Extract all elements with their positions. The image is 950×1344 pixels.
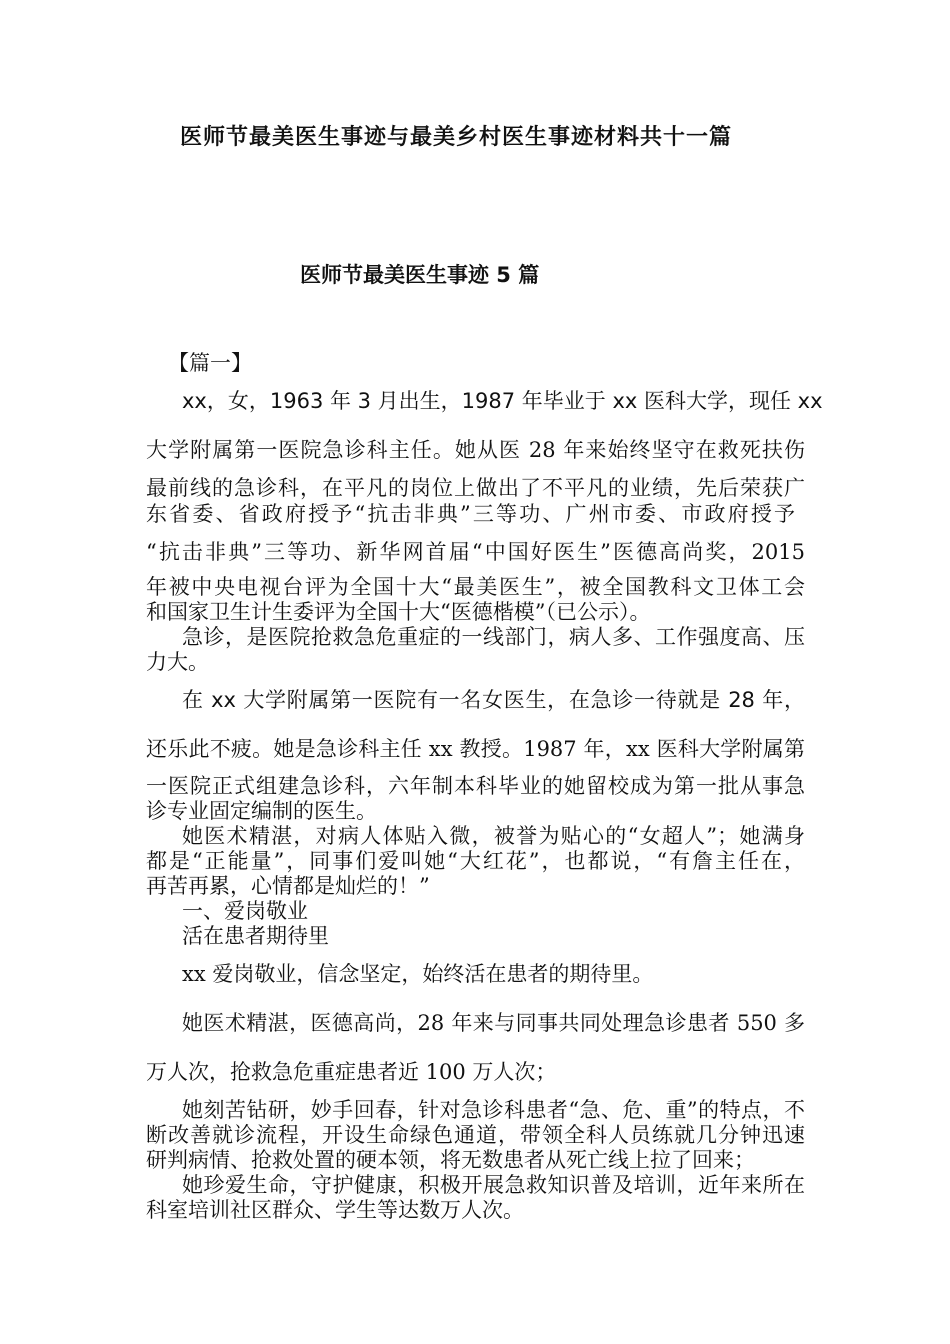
body-line: xx，女，1963 年 3 月出生，1987 年毕业于 xx 医科大学，现任 xx — [182, 389, 823, 413]
body-line: 东省委、省政府授予“抗击非典”三等功、广州市委、市政府授予 — [146, 502, 795, 526]
body-line: 还乐此不疲。她是急诊科主任 xx 教授。1987 年，xx 医科大学附属第 — [146, 737, 805, 761]
body-line: xx 爱岗敬业，信念坚定，始终活在患者的期待里。 — [182, 962, 654, 986]
body-line: 急诊，是医院抢救急危重症的一线部门，病人多、工作强度高、压 — [182, 625, 805, 649]
section-subheading: 活在患者期待里 — [182, 924, 329, 948]
body-line: 最前线的急诊科，在平凡的岗位上做出了不平凡的业绩，先后荣获广 — [146, 476, 805, 500]
body-line: 万人次，抢救急危重症患者近 100 万人次； — [146, 1060, 557, 1084]
body-line: 年被中央电视台评为全国十大“最美医生”，被全国教科文卫体工会 — [146, 575, 805, 599]
body-line: 大学附属第一医院急诊科主任。她从医 28 年来始终坚守在救死扶伤 — [146, 438, 805, 462]
body-line: 科室培训社区群众、学生等达数万人次。 — [146, 1198, 524, 1222]
body-line: 她珍爱生命，守护健康，积极开展急救知识普及培训，近年来所在 — [182, 1173, 805, 1197]
body-line: 和国家卫生计生委评为全国十大“医德楷模”（已公示）。 — [146, 600, 651, 624]
body-line: 力大。 — [146, 650, 209, 674]
body-line: 都是“正能量”，同事们爱叫她“大红花”，也都说，“有詹主任在， — [146, 849, 805, 873]
body-line: 她医术精湛，医德高尚，28 年来与同事共同处理急诊患者 550 多 — [182, 1011, 805, 1035]
body-line: 一医院正式组建急诊科，六年制本科毕业的她留校成为第一批从事急 — [146, 774, 805, 798]
body-line: 再苦再累，心情都是灿烂的！” — [146, 874, 430, 898]
body-line: 她刻苦钻研，妙手回春，针对急诊科患者“急、危、重”的特点，不 — [182, 1098, 805, 1122]
body-line: 断改善就诊流程，开设生命绿色通道，带领全科人员练就几分钟迅速 — [146, 1123, 805, 1147]
part-label: 【篇一】 — [168, 351, 252, 375]
section-heading: 一、爱岗敬业 — [182, 899, 308, 923]
body-line: “抗击非典”三等功、新华网首届“中国好医生”医德高尚奖，2015 — [146, 540, 805, 564]
body-line: 在 xx 大学附属第一医院有一名女医生，在急诊一待就是 28 年， — [182, 688, 805, 712]
main-title: 医师节最美医生事迹与最美乡村医生事迹材料共十一篇 — [180, 124, 733, 150]
body-line: 研判病情、抢救处置的硬本领，将无数患者从死亡线上拉了回来； — [146, 1148, 755, 1172]
body-line: 她医术精湛，对病人体贴入微，被誉为贴心的“女超人”；她满身 — [182, 824, 805, 848]
section-title: 医师节最美医生事迹 5 篇 — [300, 263, 540, 287]
body-line: 诊专业固定编制的医生。 — [146, 799, 377, 823]
